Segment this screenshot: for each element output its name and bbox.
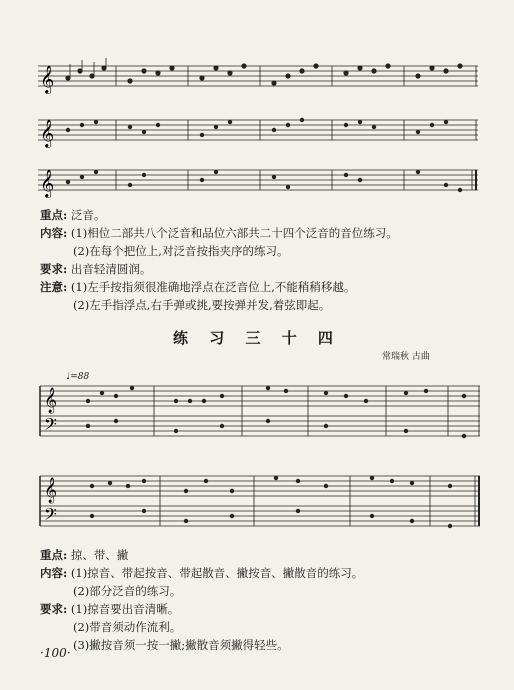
- note-line-8: [40, 566, 363, 580]
- music-staff-1: [38, 58, 478, 98]
- note-text: (1)掠音要出音清晰。: [70, 602, 180, 616]
- note-line-6: [73, 298, 330, 312]
- note-label: 内容:: [40, 566, 68, 580]
- note-text: (2)左手指浮点,右手弹或挑,要按弹并发,着弦即起。: [73, 298, 331, 312]
- note-label: 要求:: [40, 262, 68, 276]
- svg-text:𝄞: 𝄞: [44, 478, 58, 503]
- svg-text:𝄞: 𝄞: [40, 65, 55, 93]
- note-text: (2)部分泛音的练习。: [73, 584, 182, 598]
- note-line-12: [73, 638, 289, 652]
- grand-staff-1: [36, 380, 476, 450]
- page-number: ·100·: [40, 646, 71, 660]
- note-line-10: [40, 602, 179, 616]
- note-label: 要求:: [40, 602, 68, 616]
- note-line-1: [40, 208, 105, 222]
- composer-credit: 常瑞秋 古曲: [382, 352, 430, 362]
- svg-text:𝄢: 𝄢: [44, 414, 57, 438]
- note-line-2: [40, 226, 398, 240]
- note-label: 重点:: [40, 208, 68, 222]
- grand-staff-2: [36, 470, 476, 540]
- note-text: (3)撇按音须一按一撇;撇散音须撇得轻些。: [73, 638, 289, 652]
- music-staff-2: [38, 112, 478, 152]
- note-text: 出音轻清圆润。: [70, 262, 152, 276]
- note-text: (2)带音须动作流利。: [73, 620, 182, 634]
- note-text: (2)在每个把位上,对泛音按指夹序的练习。: [73, 244, 289, 258]
- note-line-9: [73, 584, 181, 598]
- note-label: 内容:: [40, 226, 68, 240]
- tempo-marking: ♩=88: [66, 372, 90, 382]
- note-line-4: [40, 262, 151, 276]
- note-label: 注意:: [40, 280, 68, 294]
- note-line-7: [40, 548, 128, 562]
- note-text: (1)相位二部共八个泛音和品位六部共二十四个泛音的音位练习。: [70, 226, 398, 240]
- svg-text:𝄞: 𝄞: [40, 119, 55, 147]
- svg-text:𝄞: 𝄞: [40, 169, 55, 197]
- note-line-11: [73, 620, 181, 634]
- svg-text:𝄢: 𝄢: [44, 504, 57, 528]
- music-staff-3: [38, 162, 478, 202]
- svg-text:𝄞: 𝄞: [44, 388, 58, 413]
- note-text: (1)掠音、带起按音、带起散音、撇按音、撇散音的练习。: [70, 566, 364, 580]
- note-text: (1)左手按指须很准确地浮点在泛音位上,不能稍稍移越。: [70, 280, 356, 294]
- note-text: 掠、带、撇: [70, 548, 129, 562]
- note-label: 重点:: [40, 548, 68, 562]
- note-line-3: [73, 244, 288, 258]
- note-line-5: [40, 280, 355, 294]
- exercise-title: 练 习 三 十 四: [173, 329, 341, 347]
- note-text: 泛音。: [70, 208, 106, 222]
